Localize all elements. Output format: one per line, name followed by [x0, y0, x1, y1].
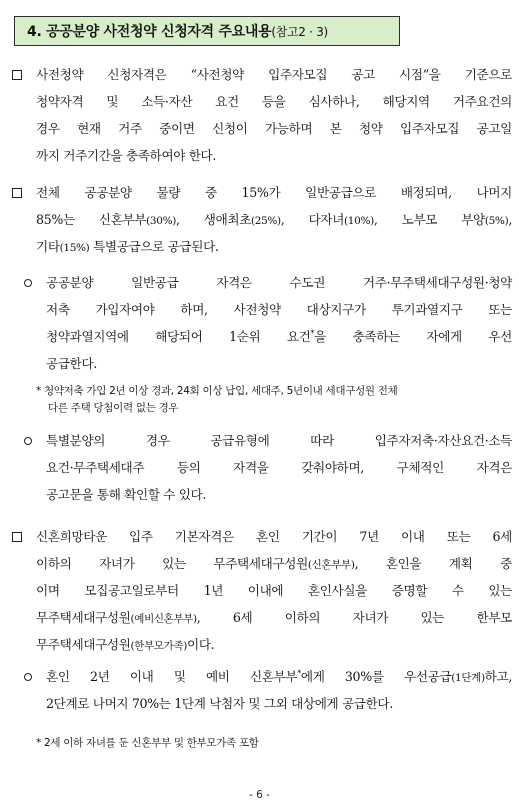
text-line	[46, 323, 512, 350]
footnote-line: * 2세 이하 자녀를 둔 신혼부부 및 한부모가족 포함	[36, 737, 259, 749]
text-run: 혼인 2년 이내 및 예비 신혼부부	[46, 669, 298, 684]
text-line: 까지 거주기간을 충족하여야 한다.	[36, 148, 217, 163]
text-run: (30%)	[146, 215, 176, 227]
sub-item-2-text	[46, 427, 512, 508]
footnote-mark: *	[297, 668, 301, 678]
text-run: , 다자녀	[280, 212, 345, 227]
text-run: (25%)	[251, 215, 281, 227]
text-run: , 노부모 부양	[373, 212, 485, 227]
footnote-mark: *	[310, 328, 315, 338]
footnote-2	[36, 735, 508, 752]
sub-item-3	[12, 663, 512, 719]
page-number: - 6 -	[249, 789, 270, 801]
circle-bullet-icon	[24, 279, 32, 287]
text-run: (15%)	[59, 242, 90, 254]
text-run: , 생애최초	[175, 212, 252, 227]
footnote-line: 다른 주택 당첨이력 없는 경우	[48, 402, 179, 414]
bullet-item-1	[12, 61, 512, 171]
text-line: 청약자격 및 소득·자산 요건 등을 심사하나, 해당지역 거주요건의	[36, 94, 512, 109]
text-line	[36, 604, 512, 631]
text-run: 하고,	[484, 669, 512, 684]
text-run: (1단계)	[451, 672, 485, 684]
text-line: 공급한다.	[46, 356, 97, 371]
text-run: 을 충족하는 자에게 우선	[314, 329, 512, 344]
text-run: (10%)	[344, 215, 374, 227]
footnote-1	[36, 383, 508, 417]
sub-item-1-text	[46, 269, 512, 377]
text-line	[36, 550, 512, 577]
sub-item-3-text	[46, 663, 512, 717]
sub-item-2	[12, 427, 512, 509]
text-line: 이며 모집공고일로부터 1년 이내에 혼인사실을 증명할 수 있는	[36, 583, 512, 598]
text-run: (신혼부부)	[307, 559, 355, 571]
bullet-item-3	[12, 523, 512, 659]
text-line: 신혼희망타운 입주 기본자격은 혼인 기간이 7년 이내 또는 6세	[36, 529, 512, 544]
text-run: 이다.	[187, 637, 215, 652]
square-bullet-icon	[12, 70, 22, 80]
text-line: 특별분양의 경우 공급유형에 따라 입주자저축·자산요건·소득	[46, 433, 512, 448]
text-run: (예비신혼부부)	[130, 613, 197, 625]
text-run: 청약과열지역에 해당되어 1순위 요건	[46, 329, 311, 344]
square-bullet-icon	[12, 532, 22, 542]
text-line: 요건·무주택세대주 등의 자격을 갖춰야하며, 구체적인 자격은	[46, 460, 512, 475]
text-line: 경우 현재 거주 중이면 신청이 가능하며 본 청약 입주자모집 공고일	[36, 121, 512, 136]
text-run: 85%는 신혼부부	[36, 212, 147, 227]
text-line: 공공분양 일반공급 자격은 수도권 거주·무주택세대구성원·청약	[46, 275, 512, 290]
sub-item-1	[12, 269, 512, 379]
text-run: 무주택세대구성원	[36, 610, 131, 625]
section-reference: (참고2 · 3)	[271, 24, 328, 39]
text-line: 저축 가입자여야 하며, 사전청약 대상지구가 투기과열지구 또는	[46, 302, 512, 317]
text-run: (5%)	[484, 215, 509, 227]
text-run: 무주택세대구성원	[36, 637, 131, 652]
text-run: 이하의 자녀가 있는 무주택세대구성원	[36, 556, 308, 571]
text-run: 특별공급으로 공급된다.	[89, 239, 219, 254]
footnote-line: * 청약저축 가입 2년 이상 경과, 24회 이상 납입, 세대주, 5년이내 세대구성원 전체	[36, 385, 398, 397]
text-line	[36, 233, 512, 260]
bullet-item-3-text	[36, 523, 512, 658]
text-line: 사전청약 신청자격은 “사전청약 입주자모집 공고 시점”을 기준으로	[36, 67, 512, 82]
section-title: 4. 공공분양 사전청약 신청자격 주요내용	[27, 24, 272, 40]
text-run: (한부모가족)	[130, 640, 187, 652]
text-line	[36, 631, 512, 658]
square-bullet-icon	[12, 188, 22, 198]
text-run: , 혼인을 계획 중	[354, 556, 512, 571]
text-run: , 6세 이하의 자녀가 있는 한부모	[196, 610, 512, 625]
bullet-item-1-text	[36, 61, 512, 169]
bullet-item-2-text	[36, 179, 512, 260]
text-line: 공고문을 통해 확인할 수 있다.	[46, 487, 207, 502]
text-line: 전체 공공분양 물량 중 15%가 일반공급으로 배정되며, 나머지	[36, 185, 512, 200]
section-header	[14, 16, 400, 46]
text-line	[36, 206, 512, 233]
circle-bullet-icon	[24, 437, 32, 445]
text-run: 기타	[36, 239, 60, 254]
text-run: ,	[508, 212, 512, 227]
text-run: 에게 30%를 우선공급	[300, 669, 452, 684]
bullet-item-2	[12, 179, 512, 261]
circle-bullet-icon	[24, 673, 32, 681]
text-line: 2단계로 나머지 70%는 1단계 낙첨자 및 그외 대상에게 공급한다.	[46, 696, 393, 711]
text-line	[46, 663, 512, 690]
